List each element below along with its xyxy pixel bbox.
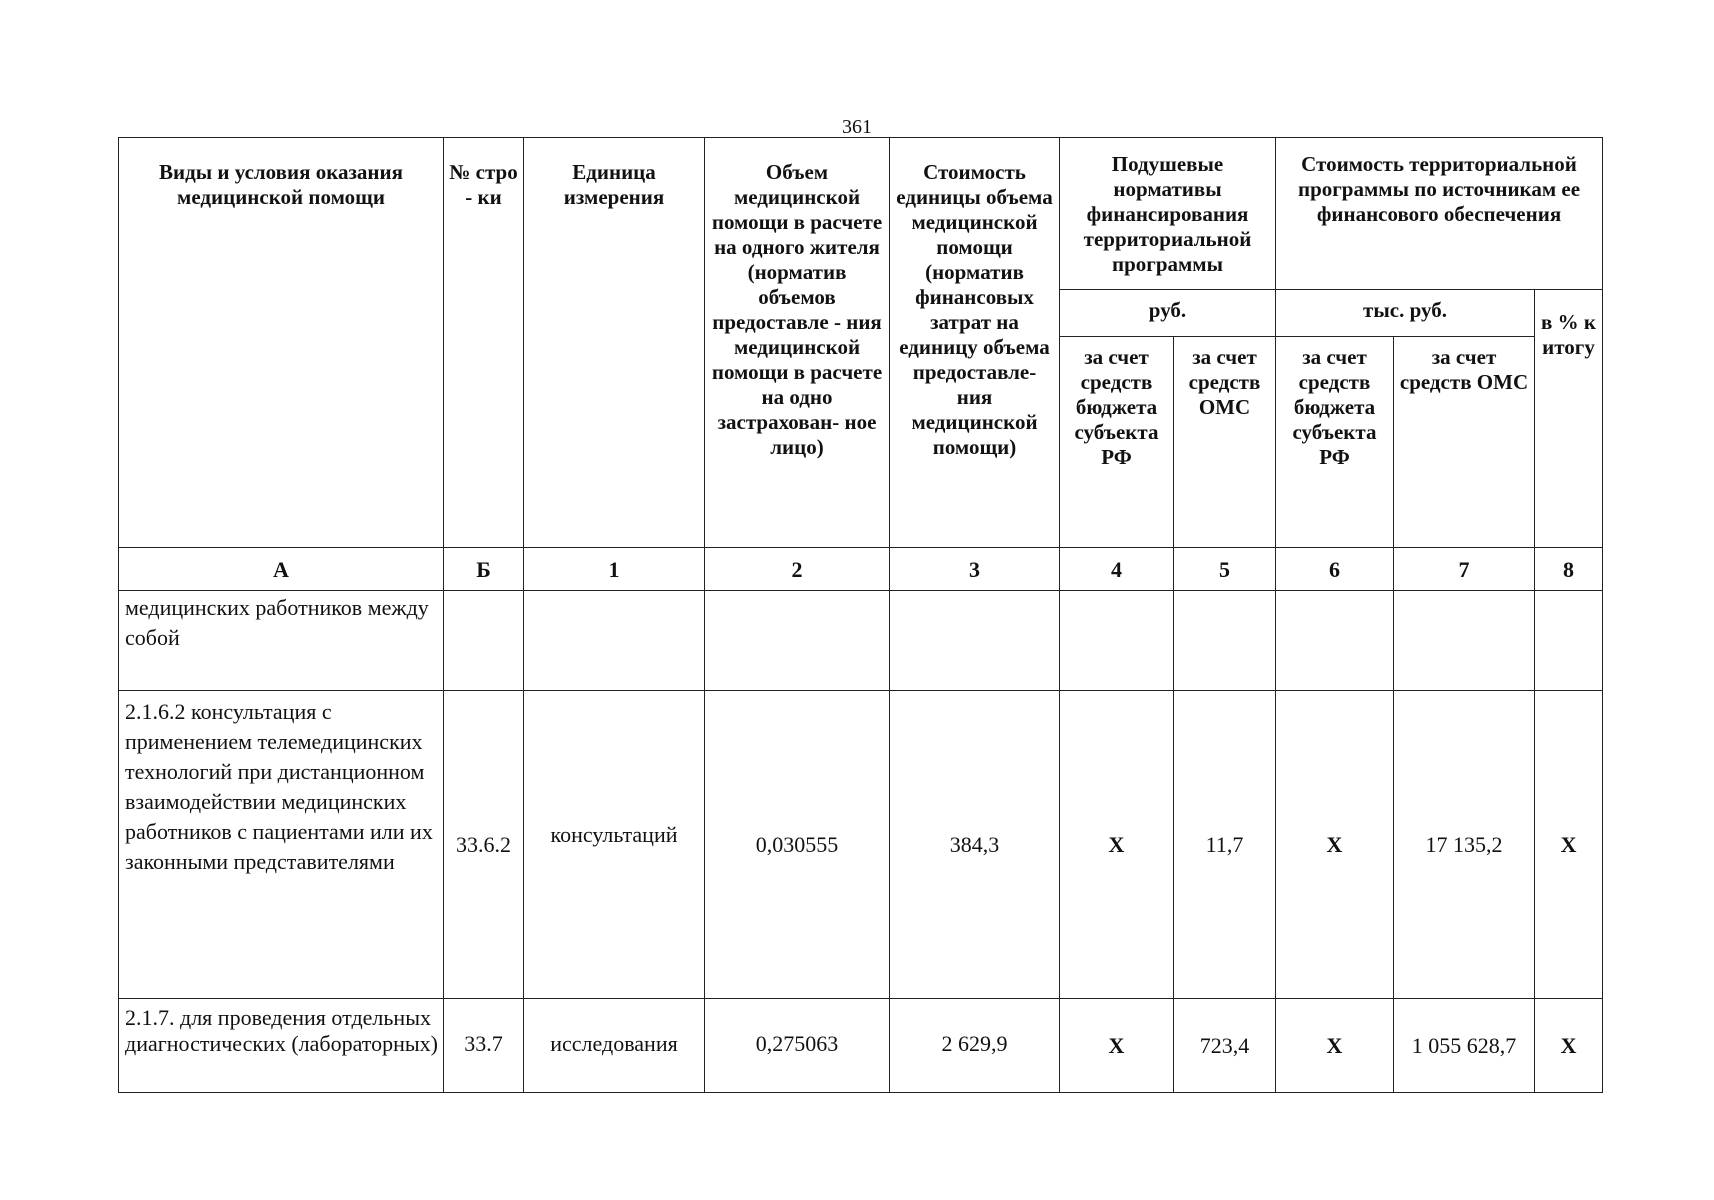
row-col-6: Х [1276,999,1394,1093]
row-volume: 0,275063 [705,999,890,1093]
medical-care-table [118,137,1603,1093]
header-unit-rub: руб. [1060,290,1276,337]
row-col-7 [1394,591,1535,691]
row-line-number: 33.6.2 [444,691,524,999]
row-name: медицинских работников между собой [119,591,444,691]
row-col-4: Х [1060,691,1174,999]
header-percent-total: в % к итогу [1535,290,1603,548]
header-volume: Объем медицинской помощи в расчете на одного жителя (норматив объемов предоставле - ния медицинской помощи в расчете на одно застрахован- ное лицо) [705,138,890,548]
row-col-8 [1535,591,1603,691]
row-volume [705,591,890,691]
column-number-row [119,548,1603,591]
row-unit: исследования [524,999,705,1093]
data-table-container [118,137,1603,1093]
row-line-number: 33.7 [444,999,524,1093]
table-row [119,591,1603,691]
header-row-1 [119,138,1603,290]
row-name: 2.1.6.2 консультация с применением телемедицинских технологий при дистанционном взаимодействии медицинских работников с пациентами или их законными представителями [119,691,444,999]
row-col-7: 1 055 628,7 [1394,999,1535,1093]
header-line-number: № стро - ки [444,138,524,548]
page-number: 361 [842,116,872,138]
row-col-8: Х [1535,999,1603,1093]
row-col-6 [1276,591,1394,691]
row-unit-cost: 2 629,9 [890,999,1060,1093]
column-number: 8 [1535,548,1603,591]
row-col-7: 17 135,2 [1394,691,1535,999]
row-unit [524,591,705,691]
column-number: 2 [705,548,890,591]
column-number: 3 [890,548,1060,591]
header-budget-thousand: за счет средств бюджета субъекта РФ [1276,337,1394,548]
header-unit-cost: Стоимость единицы объема медицинской помощи (норматив финансовых затрат на единицу объема предоставле- ния медицинской помощи) [890,138,1060,548]
header-unit-thousand-rub: тыс. руб. [1276,290,1535,337]
column-number: 6 [1276,548,1394,591]
header-per-capita-group: Подушевые нормативы финансирования территориальной программы [1060,138,1276,290]
row-col-6: Х [1276,691,1394,999]
row-volume: 0,030555 [705,691,890,999]
row-col-4 [1060,591,1174,691]
table-row [119,691,1603,999]
row-col-4: Х [1060,999,1174,1093]
row-unit-cost [890,591,1060,691]
column-number: 5 [1174,548,1276,591]
row-col-5: 723,4 [1174,999,1276,1093]
column-number: Б [444,548,524,591]
row-col-5: 11,7 [1174,691,1276,999]
header-oms-thousand: за счет средств ОМС [1394,337,1535,548]
column-number: 4 [1060,548,1174,591]
column-number: 7 [1394,548,1535,591]
header-program-cost-group: Стоимость территориальной программы по источникам ее финансового обеспечения [1276,138,1603,290]
header-care-types: Виды и условия оказания медицинской помощи [119,138,444,548]
column-number: 1 [524,548,705,591]
row-name: 2.1.7. для проведения отдельных диагностических (лабораторных) [119,999,444,1093]
header-budget-rub: за счет средств бюджета субъекта РФ [1060,337,1174,548]
row-line-number [444,591,524,691]
row-unit: консультаций [524,691,705,999]
header-oms-rub: за счет средств ОМС [1174,337,1276,548]
table-row [119,999,1603,1093]
row-col-5 [1174,591,1276,691]
row-col-8: Х [1535,691,1603,999]
column-number: А [119,548,444,591]
header-unit: Единица измерения [524,138,705,548]
row-unit-cost: 384,3 [890,691,1060,999]
